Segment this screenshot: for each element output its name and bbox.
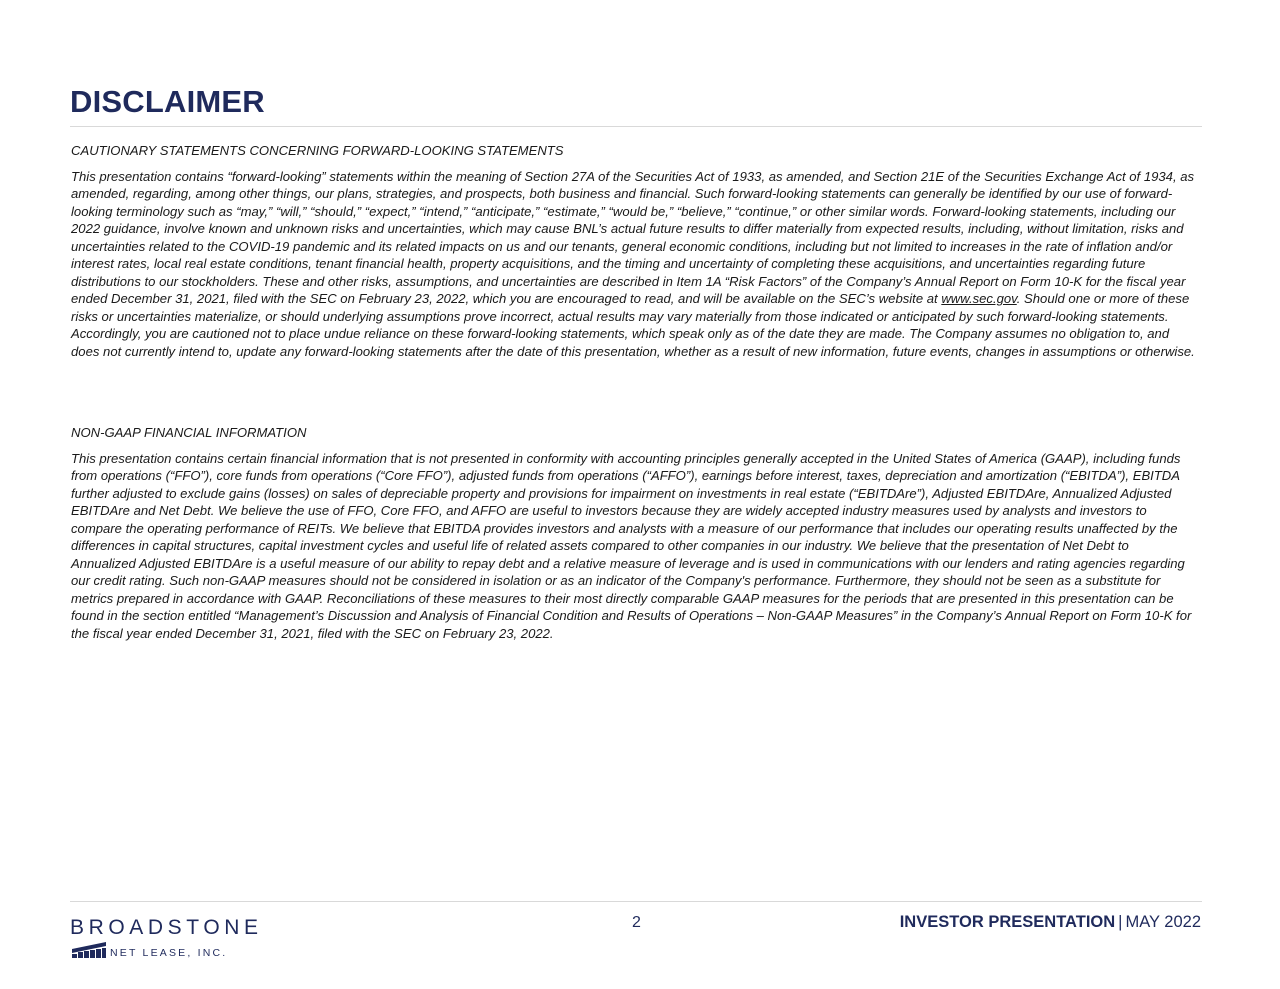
building-logo-icon <box>70 940 108 960</box>
logo-subtext: NET LEASE, INC. <box>110 947 228 959</box>
forward-looking-text-1: This presentation contains “forward-looking” statements within the meaning of Section 27A of the Securities Act of 1933, as amended, and Section 21E of the Securities Exchange Act of 1934, as amended, regarding, among other things, our plans, strategies, and prospects, both business and financial. Such forward-looking statements can generally be identified by our use of forward-looking terminology such as “may,” “will,” “should,” “expect,” “intend,” “anticipate,” “estimate,” “would be,” “believe,” “continue,” or other similar words. Forward-looking statements, including our 2022 guidance, involve known and unknown risks and uncertainties, which may cause BNL’s actual future results to differ materially from expected results, including, without limitation, risks and uncertainties related to the COVID-19 pandemic and its related impacts on us and our tenants, general economic conditions, including but not limited to increases in the rate of inflation and/or interest rates, local real estate conditions, tenant financial health, property acquisitions, and the timing and uncertainty of completing these acquisitions, and uncertainties regarding future distributions to our stockholders. These and other risks, assumptions, and uncertainties are described in Item 1A “Risk Factors” of the Company’s Annual Report on Form 10-K for the fiscal year ended December 31, 2021, filed with the SEC on February 23, 2022, which you are encouraged to read, and will be available on the SEC’s website at <box>71 168 1195 306</box>
non-gaap-heading: NON-GAAP FINANCIAL INFORMATION <box>71 425 307 440</box>
footer-separator: | <box>1118 913 1123 931</box>
presentation-title: INVESTOR PRESENTATION <box>899 913 1116 931</box>
sec-website-link[interactable]: www.sec.gov <box>941 291 1017 306</box>
non-gaap-section <box>71 424 1196 642</box>
non-gaap-paragraph: This presentation contains certain financial information that is not presented in conformity with accounting principles generally accepted in the United States of America (GAAP), including funds from operations (“FFO”), core funds from operations (“Core FFO”), adjusted funds from operations (“AFFO”), earnings before interest, taxes, depreciation and amortization (“EBITDA”), EBITDA further adjusted to exclude gains (losses) on sales of depreciable property and provisions for impairment on investments in real estate (“EBITDAre”), Adjusted EBITDAre, Annualized Adjusted EBITDAre and Net Debt. We believe the use of FFO, Core FFO, and AFFO are useful to investors because they are widely accepted industry measures used by analysts and investors to compare the operating performance of REITs. We believe that EBITDA provides investors and analysts with a measure of our performance that includes our operating results unaffected by the differences in capital structures, capital investment cycles and useful life of related assets compared to other companies in our industry. We believe that the presentation of Net Debt to Annualized Adjusted EBITDAre is a useful measure of our ability to repay debt and a relative measure of leverage and is used in communications with our lenders and rating agencies regarding our credit rating. Such non-GAAP measures should not be considered in isolation or as an indicator of the Company's performance. Furthermore, they should not be seen as a substitute for metrics prepared in accordance with GAAP. Reconciliations of these measures to their most directly comparable GAAP measures for the periods that are presented in this presentation can be found in the section entitled “Management’s Discussion and Analysis of Financial Condition and Results of Operations – Non-GAAP Measures” in the Company’s Annual Report on Form 10-K for the fiscal year ended December 31, 2021, filed with the SEC on February 23, 2022. <box>71 450 1192 641</box>
company-logo <box>70 916 270 966</box>
presentation-date: MAY 2022 <box>1125 913 1201 931</box>
title-divider <box>70 126 1202 127</box>
forward-looking-paragraph <box>71 168 1196 361</box>
logo-wordmark: BROADSTONE <box>70 916 263 939</box>
footer-divider <box>70 901 1202 902</box>
forward-looking-heading: CAUTIONARY STATEMENTS CONCERNING FORWARD-LOOKING STATEMENTS <box>71 143 564 158</box>
page-number: 2 <box>632 914 641 931</box>
forward-looking-section <box>71 142 1196 360</box>
footer-presentation-label <box>900 913 1201 932</box>
page-title: DISCLAIMER <box>70 84 265 119</box>
forward-looking-text-2: . Should one or more of these risks or uncertainties materialize, or should underlying assumptions prove incorrect, actual results may vary materially from those indicated or anticipated by such forward-looking statements. Accordingly, you are cautioned not to place undue reliance on these forward-looking statements, which speak only as of the date they are made. The Company assumes no obligation to, and does not currently intend to, update any forward-looking statements after the date of this presentation, whether as a result of new information, future events, changes in assumptions or otherwise. <box>71 291 1195 359</box>
